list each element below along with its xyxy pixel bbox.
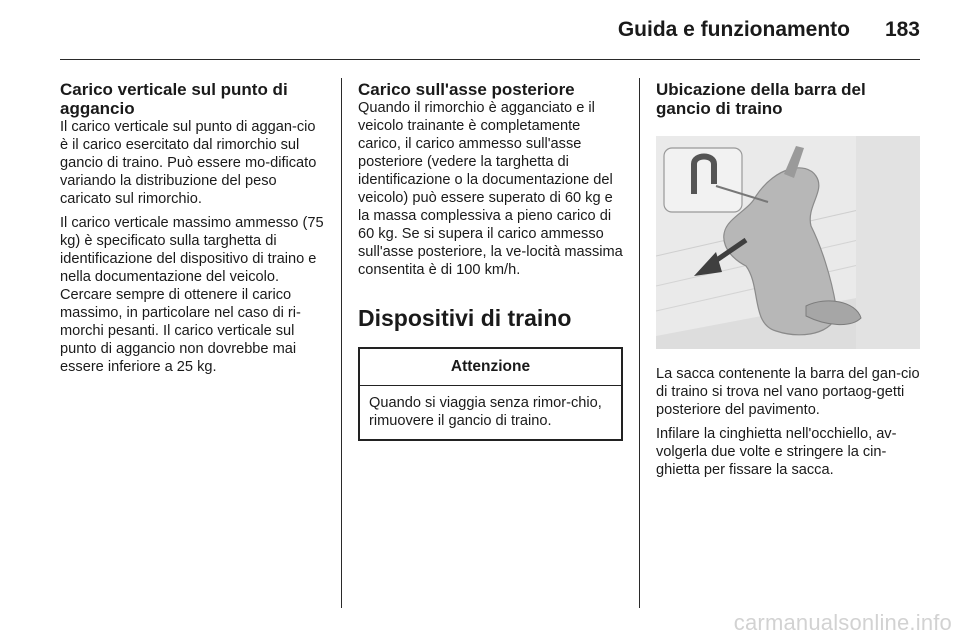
column-divider-1	[341, 78, 342, 608]
attention-text: Quando si viaggia senza rimor-chio, rimuovere il gancio di traino.	[369, 395, 602, 429]
section-heading-vertical-load: Carico verticale sul punto di aggancio	[60, 80, 288, 118]
page-header	[60, 14, 920, 58]
section-title-towing-devices: Dispositivi di traino	[358, 305, 572, 331]
column-1	[60, 80, 324, 376]
paragraph: La sacca contenente la barra del gan-cio di traino si trova nel vano portaog-getti posteriore del pavimento.	[656, 366, 920, 418]
attention-box	[358, 347, 623, 441]
header-title: Guida e funzionamento	[617, 18, 850, 41]
column-3	[656, 80, 920, 479]
column-divider-2	[639, 78, 640, 608]
paragraph: Infilare la cinghietta nell'occhiello, av-volgerla due volte e stringere la cin-ghietta per fissare la sacca.	[656, 426, 897, 478]
tow-bar-bag-illustration	[656, 136, 920, 349]
attention-title: Attenzione	[360, 349, 621, 386]
header-divider	[60, 59, 920, 60]
watermark: carmanualsonline.info	[733, 610, 952, 635]
page-number: 183	[884, 18, 920, 41]
tow-bar-bag-drawing	[656, 136, 920, 349]
paragraph: Quando il rimorchio è agganciato e il veicolo trainante è completamente carico, il carico ammesso sull'asse posteriore (vedere la targhetta di identificazione o la documentazione del veicolo) può essere superato di 60 kg e la massa complessiva a pieno carico di 60 kg. Se si supera il carico ammesso sull'asse posteriore, la ve-locità massima consentita è di 100 km/h.	[358, 100, 623, 278]
paragraph: Il carico verticale sul punto di aggan-cio è il carico esercitato dal rimorchio sul gancio di traino. Può essere mo-dificato variando la distribuzione del peso caricato sul rimorchio.	[60, 119, 317, 207]
paragraph: Il carico verticale massimo ammesso (75 kg) è specificato sulla targhetta di identificazione del dispositivo di traino e nella documentazione del veicolo. Cercare sempre di ottenere il carico massimo, in particolare nel caso di ri-morchi pesanti. Il carico verticale sul punto di aggancio non dovrebbe mai essere inferiore a 25 kg.	[60, 215, 324, 375]
section-heading-rear-axle-load: Carico sull'asse posteriore	[358, 80, 575, 99]
section-heading-tow-bar-location: Ubicazione della barra del gancio di traino	[656, 80, 866, 118]
column-2	[358, 80, 623, 441]
